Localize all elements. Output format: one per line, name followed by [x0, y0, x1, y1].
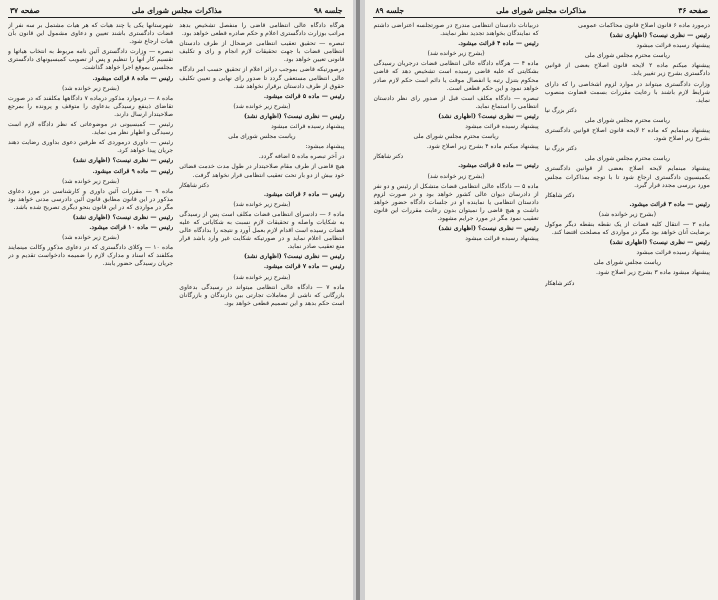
speaker-line: رئیس — ماده ۹ قرائت میشود.: [92, 167, 174, 175]
paragraph: وزارت دادگستری میتواند در موارد لزوم اشخاصی را که دارای شرایط لازم باشند با رعایت مقررات بسمت قضاوت منصوب نماید.: [544, 80, 710, 104]
speaker-line: رئیس — نظری نیست؟ (اظهاری نشد): [72, 213, 174, 221]
paragraph: پیشنهاد رسیده قرائت میشود: [465, 123, 539, 131]
speaker-line: رئیس — ماده ۴ قرائت میشود.: [458, 40, 539, 48]
section-caption: ریاست مجلس شورای ملی: [228, 133, 296, 141]
section-caption: (بشرح زیر خوانده شد): [62, 177, 120, 185]
signature-name: دکتر بزرگ نیا: [544, 146, 577, 153]
signature-name: دکتر شاهکار: [179, 182, 209, 189]
paragraph: پیشنهاد مینمایم لایحه اصلاح بعضی از قوانین دادگستری بکمیسیون دادگستری ارجاع شود تا با توجه بمذاکرات مجلس مورد بررسی مجدد قرار گیرد.: [544, 165, 710, 189]
speaker-line: رئیس — نظری نیست؟ (اظهاری نشد): [244, 112, 345, 120]
paragraph: ماده ۶ — دادسرای انتظامی قضات مکلف است پس از رسیدگی به شکایات واصله و تحقیقات لازم نسبت به شکایاتی که علیه قضات رسیده است اقدام لازم بعمل آورد و نتیجه را بدادگاه عالی انتظامی اعلام نماید و در صورتیکه شکایت غیر وارد باشد قرار منع تعقیب صادر نماید.: [179, 210, 345, 251]
section-caption: (بشرح زیر خوانده شد): [598, 210, 656, 218]
paragraph: ماده ۷ — دادگاه عالی انتظامی میتواند در رسیدگی بدعاوی بازرگانی که ناشی از معاملات تجارتی بین دارندگان و بازرگانان است حکم بدهد و این تصمیم قطعی خواهد بود.: [179, 283, 345, 307]
publication-title: مذاکرات مجلس شورای ملی: [496, 6, 587, 15]
session-number: جلسه ۸۹: [375, 6, 405, 15]
paragraph: شهرستانها یکی یا چند هیات که هر هیات مشتمل بر سه نفر از قضات دادگستری باشند تعیین و دعاوی مشمول این قانون بآن هیات ارجاع شود.: [8, 22, 174, 46]
paragraph: دربیانات دادستان انتظامی مندرج در صورتجلسه اعتراضی داشتم که نمایندگان بخواهند تجدید نظر نمایند.: [373, 22, 539, 38]
section-caption: (بشرح زیر خوانده شد): [62, 84, 120, 92]
signature-name: دکتر شاهکار: [373, 154, 404, 161]
speaker-line: رئیس — ماده ۵ قرائت میشود.: [458, 162, 539, 170]
paragraph: پیشنهاد میشود:: [305, 143, 345, 151]
page-number: صفحه ۳۷: [10, 6, 40, 15]
page-header: [373, 6, 710, 18]
speaker-line: رئیس — نظری نیست؟ (اظهاری نشد): [438, 225, 539, 233]
section-caption: (بشرح زیر خوانده شد): [427, 50, 485, 58]
publication-title: مذاکرات مجلس شورای ملی: [131, 6, 222, 15]
section-caption: (بشرح زیر خوانده شد): [62, 234, 120, 242]
speaker-line: رئیس — نظری نیست؟ (اظهاری نشد): [609, 32, 710, 40]
page-left: [0, 0, 353, 600]
paragraph: تبصره — وزارت دادگستری آئین نامه مربوط به انتخاب هیاتها و تقسیم کار آنها را تنظیم و پس از تصویب کمیسیونهای دادگستری مجلسین بموقع اجرا خواهد گذاشت.: [8, 48, 174, 72]
paragraph: ماده ۴ — هرگاه دادگاه عالی انتظامی قضات درجریان رسیدگی بشکایتی که علیه قاضی رسیده است تشخیص دهد که قاضی محکوم بتنزل رتبه یا انفصال موقت یا دائم است حکم لازم صادر خواهد نمود و این حکم قطعی است.: [373, 60, 539, 92]
section-caption: (بشرح زیر خوانده شد): [427, 172, 485, 180]
section-caption: (بشرح زیر خوانده شد): [233, 273, 291, 281]
paragraph: رئیس — کمیسیونی در موضوعاتی که نظر دادگاه لازم است رسیدگی و اظهار نظر می نماید.: [8, 121, 174, 137]
paragraph: پیشنهاد رسیده قرائت میشود: [271, 123, 345, 131]
page-right: [365, 0, 718, 600]
column-left: [8, 22, 173, 600]
paragraph: پیشنهاد میکنم ماده ۴ بشرح زیر اصلاح شود.: [426, 143, 539, 151]
column-right: [545, 22, 710, 600]
section-caption: (بشرح زیر خوانده شد): [233, 200, 291, 208]
paragraph: تبصره — تحقیق تعقیب انتظامی عرضحال از طرف دادستان انتظامی قضات با جهت تحقیقات لازم انجام و رای و تکلیف قانونی تعیین خواهد بود.: [179, 40, 345, 64]
paragraph: پیشنهاد مینمایم که ماده ۲ لایحه قانون اصلاح قوانین دادگستری بشرح زیر اصلاح شود.: [544, 127, 710, 143]
speaker-line: رئیس — نظری نیست؟ (اظهاری نشد): [72, 157, 174, 165]
paragraph: ماده ۹ — مقررات آئین داوری و کارشناسی در مورد دعاوی مذکور در این قانون مطابق قانون آئین دادرسی مدنی خواهد بود مگر در مواردی که در این قانون بنحو دیگری تصریح شده باشد.: [8, 187, 174, 211]
speaker-line: رئیس — نظری نیست؟ (اظهاری نشد): [438, 112, 539, 120]
section-caption: ریاست مجلس شورای ملی: [593, 259, 662, 267]
speaker-line: رئیس — نظری نیست؟ (اظهاری نشد): [244, 253, 345, 261]
speaker-line: رئیس — ماده ۳ قرائت میشود.: [629, 200, 710, 208]
book-gutter: [356, 0, 361, 600]
paragraph: هرگاه دادگاه عالی انتظامی قاضی را منفصل تشخیص بدهد مراتب بوزارت دادگستری اعلام و حکم صادره قطعی خواهد بود.: [179, 22, 345, 38]
section-caption: ریاست محترم مجلس شورای ملی: [584, 155, 670, 163]
paragraph: تبصره — دادگاه مکلف است قبل از صدور رای نظر دادستان انتظامی را استماع نماید.: [373, 94, 539, 110]
speaker-line: رئیس — ماده ۶ قرائت میشود.: [263, 190, 345, 198]
speaker-line: رئیس — ماده ۵ قرائت میشود.: [263, 92, 345, 100]
page-header: [8, 6, 345, 18]
paragraph: ماده ۸ — درموارد مذکور درماده ۷ دادگاهها مکلفند که در صورت تقاضای ذینفع رسیدگی بدعاوی را متوقف و پرونده را بمرجع صلاحیتدار ارسال دارند.: [8, 94, 174, 118]
paragraph: ماده ۱۰ — وکلای دادگستری که در دعاوی مذکور وکالت مینمایند مکلفند که اسناد و مدارک لازم را ضمیمه دادخواست تقدیم و در جریان رسیدگی حضور یابند.: [8, 244, 174, 268]
signature-name: دکتر شاهکار: [544, 192, 575, 199]
paragraph: رئیس — داوری درموردی که طرفین دعوی بداوری رضایت دهند جریان پیدا خواهد کرد.: [8, 139, 174, 155]
paragraph: پیشنهاد میشود ماده ۳ بشرح زیر اصلاح شود.: [596, 269, 710, 277]
paragraph: پیشنهاد رسیده قرائت میشود: [636, 249, 710, 257]
paragraph: در آخر تبصره ماده ۵ اضافه گردد.: [258, 153, 345, 161]
signature-name: دکتر بزرگ نیا: [544, 107, 577, 114]
paragraph: پیشنهاد رسیده قرائت میشود: [465, 235, 539, 243]
paragraph: پیشنهاد رسیده قرائت میشود: [636, 42, 710, 50]
section-caption: ریاست محترم مجلس شورای ملی: [413, 133, 499, 141]
speaker-line: رئیس — ماده ۷ قرائت میشود.: [263, 263, 345, 271]
paragraph: درمورد ماده ۶ قانون اصلاح قانون محاکمات عمومی: [578, 22, 710, 29]
section-caption: (بشرح زیر خوانده شد): [233, 102, 291, 110]
paragraph: ماده ۵ — دادگاه عالی انتظامی قضات متشکل از رئیس و دو نفر از دادرسان دیوان عالی کشور خواهد بود و در صورت لزوم دادستان انتظامی یا نماینده او در جلسات دادگاه حضور خواهد داشت و هیچ قاضی را نمیتوان بدون رعایت مقررات این قانون تعقیب نمود مگر در مورد جرایم مشهود.: [373, 182, 539, 222]
speaker-line: رئیس — ماده ۸ قرائت میشود.: [92, 74, 174, 82]
column-left: [373, 22, 538, 600]
speaker-line: رئیس — نظری نیست؟ (اظهاری نشد): [609, 239, 710, 247]
signature-name: دکتر شاهکار: [544, 280, 575, 287]
section-caption: ریاست محترم مجلس شورای ملی: [584, 52, 670, 60]
page-number: صفحه ۳۶: [678, 6, 708, 15]
paragraph: درصورتیکه قاضی بموجب دراثر اعلام از تحقیق حسب امر دادگاه عالی انتظامی مستعفی گردد تا صدور رای نهایی و تعیین تکلیف حقوق از طرف دادستان برقرار نخواهد شد.: [179, 66, 345, 90]
section-caption: ریاست محترم مجلس شورای ملی: [584, 116, 670, 124]
speaker-line: رئیس — ماده ۱۰ قرائت میشود.: [89, 224, 174, 232]
text-columns: [373, 22, 710, 600]
paragraph: پیشنهاد میکنم ماده ۲ لایحه قانون اصلاح بعضی از قوانین دادگستری بشرح زیر تغییر یابد.: [544, 62, 710, 78]
session-number: جلسه ۹۸: [314, 6, 343, 15]
column-right: [179, 22, 344, 600]
paragraph: هیچ قاضی از طرف مقام صلاحیتدار در طول مدت خدمت قضائی خود بیش از دو بار تحت تعقیب انتظامی قرار نخواهد گرفت.: [179, 163, 345, 179]
text-columns: [8, 22, 345, 600]
paragraph: ماده ۳ — انتقال کلیه قضات از یک نقطه بنقطه دیگر موکول برضایت آنان خواهد بود مگر در مواردی که مصلحت اقتضا کند.: [544, 220, 710, 237]
